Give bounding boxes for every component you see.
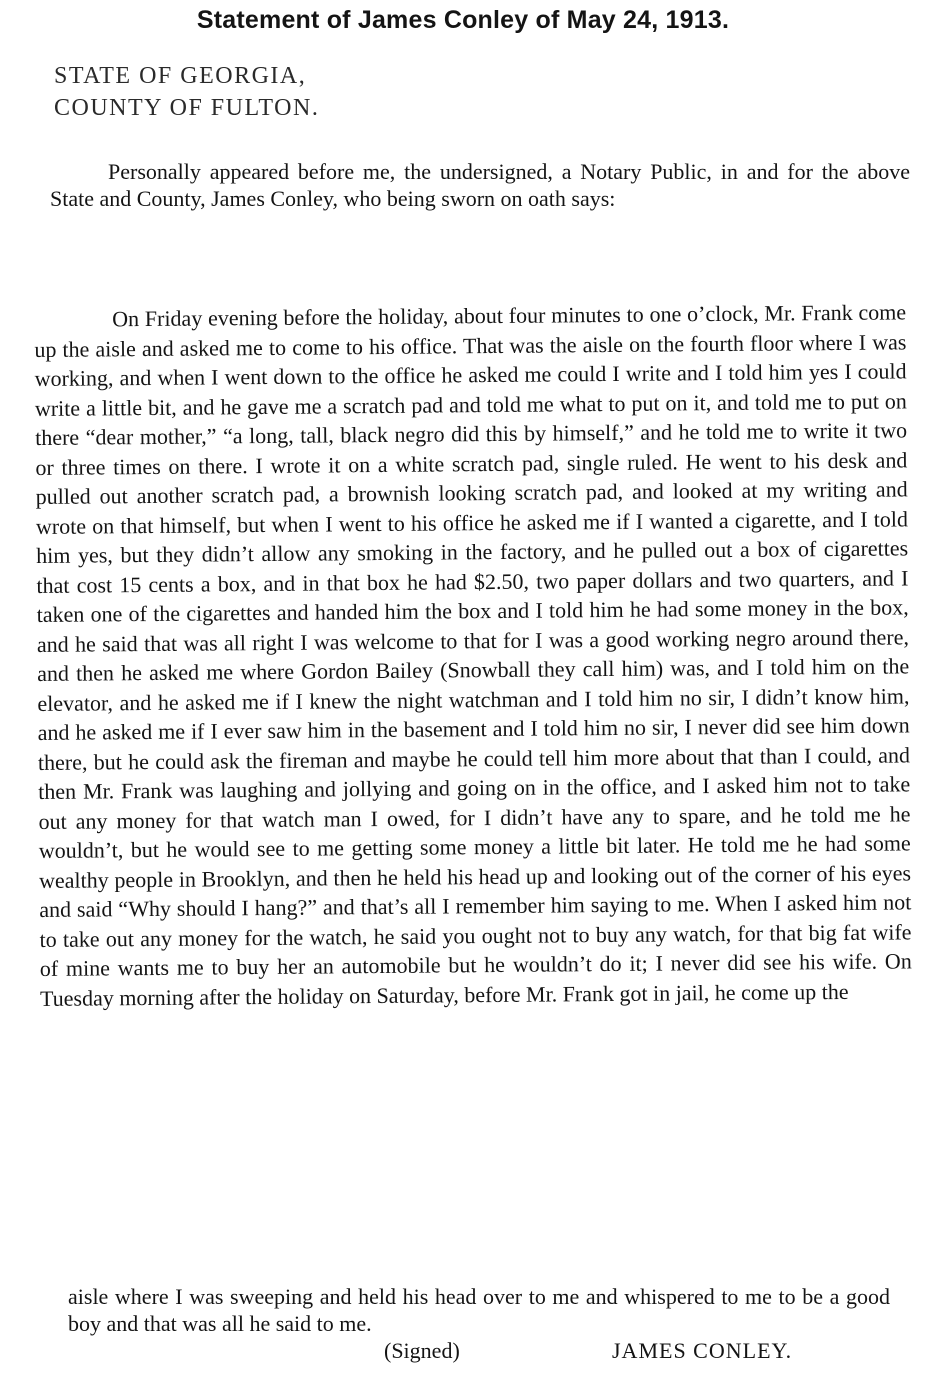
intro-paragraph: Personally appeared before me, the undersigned, a Notary Public, in and for the above State and County, James Conley, who being sworn on oath says: xyxy=(50,159,910,211)
statement-body-block xyxy=(34,297,912,1013)
statement-tail-block xyxy=(68,1283,890,1337)
signer-name: JAMES CONLEY. xyxy=(612,1338,793,1363)
statement-tail: aisle where I was sweeping and held his head over to me and whispered to me to be a good boy and that was all he said to me. xyxy=(68,1284,890,1336)
venue-state: STATE OF GEORGIA, xyxy=(54,63,307,89)
signed-label: (Signed) xyxy=(384,1338,460,1363)
statement-paragraph: On Friday evening before the holiday, about four minutes to one o’clock, Mr. Frank come up the aisle and asked me to come to his office. That was the aisle on the fourth floor where I was working, and when I went down to the office he asked me could I write and I told him yes I could write a little bit, and he gave me a scratch pad and told me what to put on it, and told me to put on there “dear mother,” “a long, tall, black negro did this by himself,” and he told me to write it two or three times on there. I wrote it on a white scratch pad, single ruled. He went to his desk and pulled out another scratch pad, a brownish looking scratch pad, and looked at my writing and wrote on that himself, but when I went to his office he asked me if I wanted a cigarette, and I told him yes, but they didn’t allow any smoking in the factory, and he pulled out a box of cigarettes that cost 15 cents a box, and in that box he had $2.50, two paper dollars and two quarters, and I taken one of the cigarettes and handed him the box and I told him he had some money in the box, and he said that was all right I was welcome to that for I was a good working negro around there, and then he asked me where Gordon Bailey (Snowball they call him) was, and I told him on the elevator, and he asked me if I knew the night watchman and I told him no sir, I didn’t know him, and he asked me if I ever saw him in the basement and I told him no sir, I never did see him down there, but he could ask the fireman and maybe he could tell him more about that than I could, and then Mr. Frank was laughing and jollying and going on in the office, and I asked him not to take out any money for that watch man I owed, for I didn’t have any to spare, and he told me he wouldn’t, but he would see to me getting some money a little bit later. He told me he had some wealthy people in Brooklyn, and then he held his head up and looking out of the corner of his eyes and said “Why should I hang?” and that’s all I remember him saying to me. When I asked him not to take out any money for the watch, he said you ought not to buy any watch, for that big fat wife of mine wants me to buy her an automobile but he wouldn’t do it; I never did see his wife. On Tuesday morning after the holiday on Saturday, before Mr. Frank got in jail, he come up the xyxy=(34,299,912,1011)
venue-county: COUNTY OF FULTON. xyxy=(54,95,320,121)
intro-paragraph-block xyxy=(50,158,910,212)
venue-block xyxy=(54,60,319,124)
document-title: Statement of James Conley of May 24, 1913. xyxy=(196,6,730,34)
